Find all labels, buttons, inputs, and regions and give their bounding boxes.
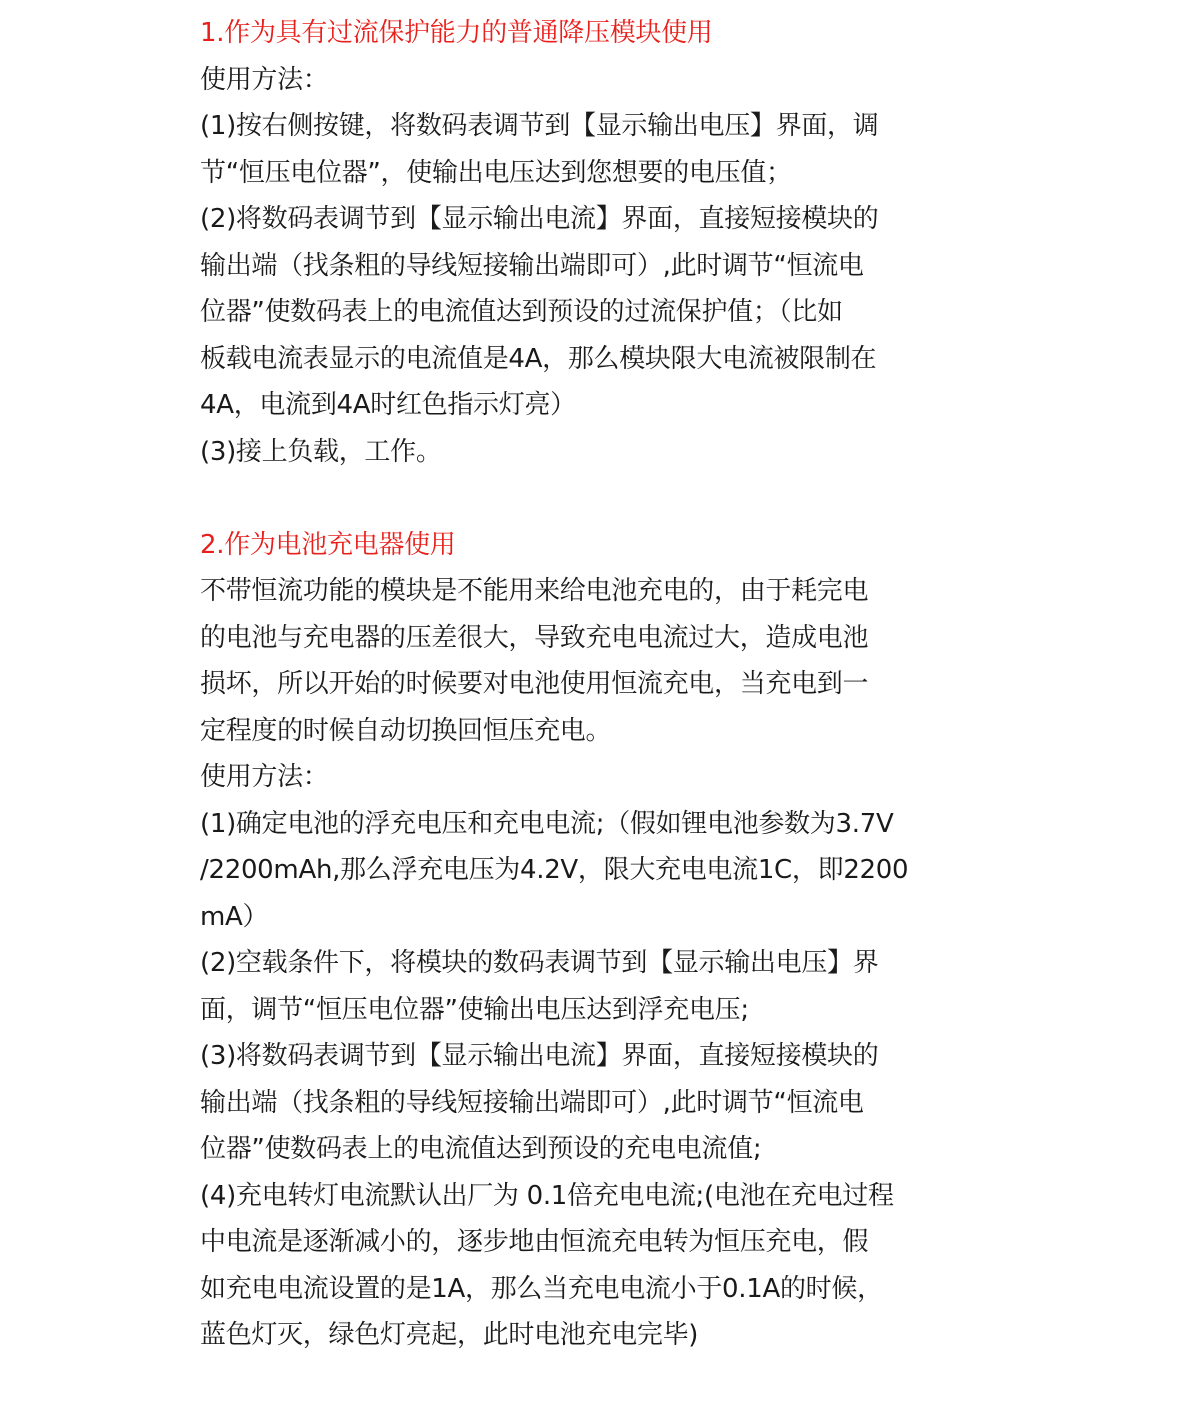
section2-text-line: 面，调节“恒压电位器”使输出电压达到浮充电压; [200, 994, 749, 1025]
section-spacer [200, 475, 940, 522]
section2-text-line: 蓝色灯灭，绿色灯亮起，此时电池充电完毕) [200, 1320, 699, 1350]
section1-text-line: (3)接上负载，工作。 [200, 436, 442, 467]
section1-text-line: 4A，电流到4A时红色指示灯亮） [200, 390, 576, 420]
section1-text-line: (1)按右侧按键，将数码表调节到【显示输出电压】界面，调 [200, 111, 879, 141]
section2-text-line: (1)确定电池的浮充电压和充电电流;（假如锂电池参数为3.7V [200, 808, 894, 839]
section2-text-line: 定程度的时候自动切换回恒压充电。 [200, 715, 612, 746]
section1-text-line: 板载电流表显示的电流值是4A，那么模块限大电流被限制在 [200, 343, 877, 374]
section2-text-line: 如充电电流设置的是1A，那么当充电电流小于0.1A的时候， [200, 1273, 883, 1304]
section2-text-line: 损坏，所以开始的时候要对电池使用恒流充电，当充电到一 [200, 669, 869, 699]
section1-text-line: 位器”使数码表上的电流值达到预设的过流保护值；（比如 [200, 297, 843, 327]
document-page [200, 10, 940, 1359]
section2-usage-label: 使用方法： [200, 762, 329, 792]
section1-text-line: 节“恒压电位器”，使输出电压达到您想要的电压值； [200, 157, 792, 188]
section2-text-line: 中电流是逐渐减小的，逐步地由恒流充电转为恒压充电，假 [200, 1227, 869, 1257]
section2-text-line: (4)充电转灯电流默认出厂为 0.1倍充电电流;(电池在充电过程 [200, 1180, 894, 1211]
section1-heading: 1.作为具有过流保护能力的普通降压模块使用 [200, 18, 713, 48]
section2-text-line: 不带恒流功能的模块是不能用来给电池充电的，由于耗完电 [200, 576, 869, 606]
section1-usage-label: 使用方法： [200, 64, 329, 95]
section1-text-line: (2)将数码表调节到【显示输出电流】界面，直接短接模块的 [200, 204, 879, 234]
section2-text-line: mA） [200, 901, 269, 932]
section1-text-line: 输出端（找条粗的导线短接输出端即可）,此时调节“恒流电 [200, 250, 864, 281]
section2-text-line: (2)空载条件下，将模块的数码表调节到【显示输出电压】界 [200, 948, 879, 978]
section2-text-line: (3)将数码表调节到【显示输出电流】界面，直接短接模块的 [200, 1041, 879, 1071]
section2-heading: 2.作为电池充电器使用 [200, 529, 456, 560]
section2-text-line: 的电池与充电器的压差很大，导致充电电流过大，造成电池 [200, 622, 869, 653]
section2-text-line: 输出端（找条粗的导线短接输出端即可）,此时调节“恒流电 [200, 1087, 864, 1118]
section2-text-line: /2200mAh,那么浮充电压为4.2V，限大充电电流1C，即2200 [200, 855, 909, 885]
section2-text-line: 位器”使数码表上的电流值达到预设的充电电流值; [200, 1134, 762, 1164]
